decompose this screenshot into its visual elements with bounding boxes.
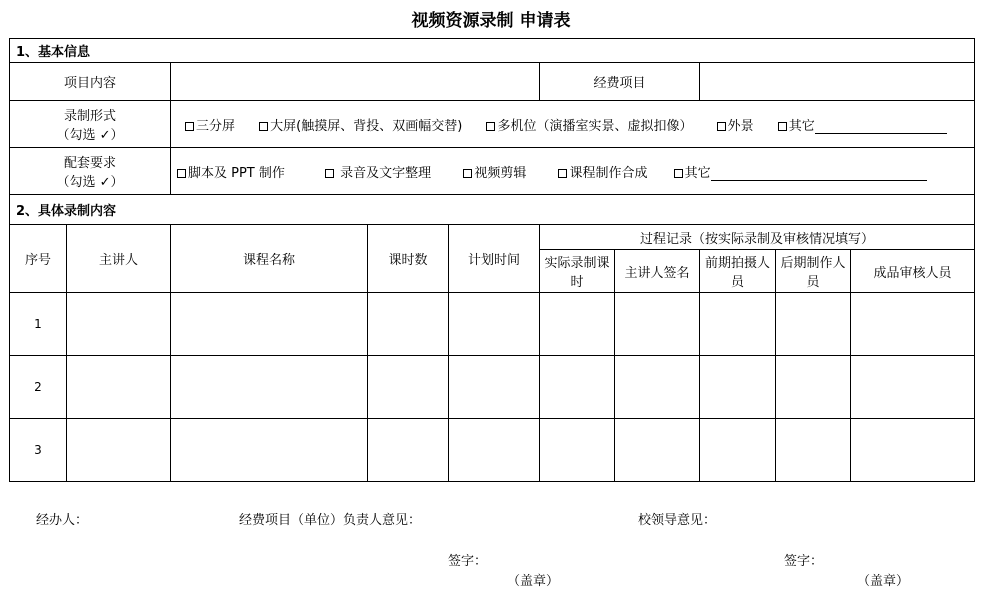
support-label-line2: （勾选 ✓） xyxy=(56,175,124,190)
support-option-video-edit[interactable] xyxy=(463,162,526,181)
signature-label-2: 签字： xyxy=(784,554,824,569)
support-option-script-ppt[interactable] xyxy=(177,162,285,181)
cell[interactable] xyxy=(615,356,700,419)
col-header-speaker-sign: 主讲人签名 xyxy=(615,250,700,293)
col-header-post-production: 后期制作人员 xyxy=(776,250,851,293)
cell[interactable] xyxy=(776,293,851,356)
signature-label-1: 签字： xyxy=(448,554,488,569)
support-option-other[interactable] xyxy=(674,162,927,181)
record-form-label-line2: （勾选 ✓） xyxy=(56,128,124,143)
cell[interactable] xyxy=(540,356,615,419)
option-label: 录音及文字整理 xyxy=(336,165,432,181)
form-title: 视频资源录制 申请表 xyxy=(411,11,571,31)
cell[interactable] xyxy=(449,293,540,356)
seal-label-2: （盖章） xyxy=(857,574,910,589)
checkbox-icon[interactable] xyxy=(674,169,683,178)
cell[interactable] xyxy=(171,293,368,356)
option-label: 脚本及 PPT 制作 xyxy=(188,165,285,181)
leader-opinion-label: 校领导意见： xyxy=(638,513,717,528)
support-option-audio-text[interactable] xyxy=(325,162,431,181)
col-header-hours: 课时数 xyxy=(368,225,449,293)
cell[interactable] xyxy=(540,293,615,356)
row-seq: 2 xyxy=(10,356,67,419)
cell[interactable] xyxy=(449,419,540,482)
option-label: 三分屏 xyxy=(196,118,236,134)
handler-label: 经办人： xyxy=(36,513,89,528)
option-label: 大屏(触摸屏、背投、双画幅交替) xyxy=(270,118,463,134)
support-label xyxy=(10,148,171,195)
cell[interactable] xyxy=(67,356,171,419)
option-label: 其它 xyxy=(788,118,815,134)
project-content-label: 项目内容 xyxy=(10,63,171,101)
row-seq: 1 xyxy=(10,293,67,356)
option-label: 多机位（演播室实景、虚拟扣像） xyxy=(497,118,693,134)
cell[interactable] xyxy=(700,293,776,356)
record-form-label xyxy=(10,101,171,148)
funding-project-label: 经费项目 xyxy=(540,63,700,101)
option-label: 视频剪辑 xyxy=(474,165,527,181)
checkbox-icon[interactable] xyxy=(778,122,787,131)
funding-opinion-label: 经费项目（单位）负责人意见： xyxy=(239,513,422,528)
cell[interactable] xyxy=(851,356,975,419)
record-option-big-screen[interactable] xyxy=(259,115,462,134)
col-header-seq: 序号 xyxy=(10,225,67,293)
option-label: 其它 xyxy=(684,165,711,181)
checkbox-icon[interactable] xyxy=(717,122,726,131)
cell[interactable] xyxy=(851,293,975,356)
checkbox-icon[interactable] xyxy=(463,169,472,178)
cell[interactable] xyxy=(368,419,449,482)
record-option-three-split[interactable] xyxy=(185,115,235,134)
table-row xyxy=(10,293,975,356)
checkbox-icon[interactable] xyxy=(558,169,567,178)
support-option-course-synthesis[interactable] xyxy=(558,162,647,181)
cell[interactable] xyxy=(700,419,776,482)
cell[interactable] xyxy=(368,356,449,419)
checkbox-icon[interactable] xyxy=(185,122,194,131)
col-header-reviewer: 成品审核人员 xyxy=(851,250,975,293)
cell[interactable] xyxy=(368,293,449,356)
col-header-pre-shoot: 前期拍摄人员 xyxy=(700,250,776,293)
col-header-course-name: 课程名称 xyxy=(171,225,368,293)
cell[interactable] xyxy=(851,419,975,482)
cell[interactable] xyxy=(171,419,368,482)
table-row xyxy=(10,356,975,419)
project-content-field[interactable] xyxy=(171,63,540,101)
cell[interactable] xyxy=(776,419,851,482)
record-option-multi-camera[interactable] xyxy=(486,115,692,134)
cell[interactable] xyxy=(615,419,700,482)
record-option-outdoor[interactable] xyxy=(717,115,754,134)
cell[interactable] xyxy=(67,293,171,356)
checkbox-icon[interactable] xyxy=(177,169,186,178)
cell[interactable] xyxy=(615,293,700,356)
cell[interactable] xyxy=(700,356,776,419)
section2-heading: 2、具体录制内容 xyxy=(10,195,975,225)
cell[interactable] xyxy=(776,356,851,419)
record-form-label-line1: 录制形式 xyxy=(63,109,116,124)
option-label: 课程制作合成 xyxy=(569,165,648,181)
option-label: 外景 xyxy=(727,118,754,134)
col-header-plan-time: 计划时间 xyxy=(449,225,540,293)
record-option-other[interactable] xyxy=(778,115,947,134)
cell[interactable] xyxy=(540,419,615,482)
support-label-line1: 配套要求 xyxy=(63,156,116,171)
other-blank-line[interactable] xyxy=(711,166,927,181)
support-options xyxy=(171,148,975,195)
seal-label-1: （盖章） xyxy=(507,574,560,589)
record-form-options xyxy=(171,101,975,148)
other-blank-line[interactable] xyxy=(815,119,947,134)
cell[interactable] xyxy=(171,356,368,419)
col-header-actual-hours: 实际录制课时 xyxy=(540,250,615,293)
col-header-speaker: 主讲人 xyxy=(67,225,171,293)
application-form-table xyxy=(9,38,975,482)
checkbox-icon[interactable] xyxy=(259,122,268,131)
row-seq: 3 xyxy=(10,419,67,482)
funding-project-field[interactable] xyxy=(700,63,975,101)
col-header-process-record: 过程记录（按实际录制及审核情况填写） xyxy=(540,225,975,250)
cell[interactable] xyxy=(67,419,171,482)
table-row xyxy=(10,419,975,482)
section1-heading: 1、基本信息 xyxy=(10,39,975,63)
cell[interactable] xyxy=(449,356,540,419)
checkbox-icon[interactable] xyxy=(325,169,334,178)
checkbox-icon[interactable] xyxy=(486,122,495,131)
